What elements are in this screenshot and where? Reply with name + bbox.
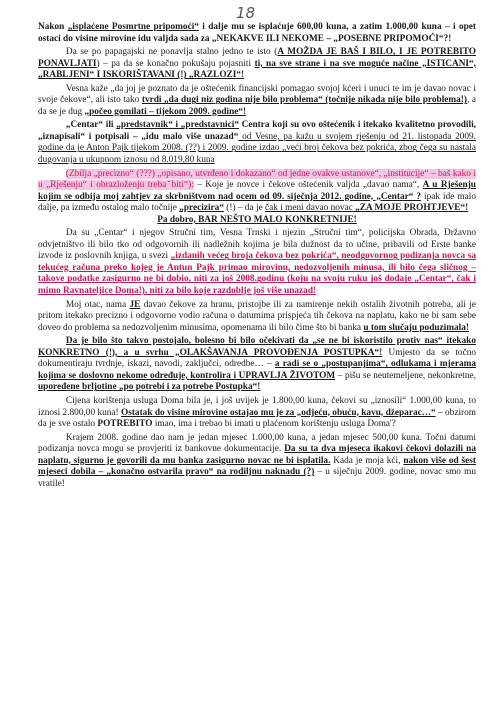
p6-text-1: Pa dobro, BAR NEŠTO MALO KONKRETNIJE!: [157, 214, 357, 225]
paragraph-6: [38, 215, 476, 227]
p9-text-4: – pišu se neutemeljene, nekonkretne,: [335, 370, 476, 381]
p7-text-1: Da su „Centar“ i njegov Stručni tim, Vesna Trnski i njezin „Stručni tim“, policijska Obrada, Državno odvjetništvo ili bilo tko od odgovornih ili nadležnih kojima je bila dužnost da to učine, pribavili od Erste banke izvode iz poslovnih knjiga, u svezi: [38, 228, 476, 262]
p9-text-5: upoređene brljotine „po potrebi i za potrebe Postupka“!: [38, 382, 261, 393]
p4-text-3: Centra koji su ovo oštećenik i itekako kvalitetno provodili, „iznapisali“ i potpisali – „idu malo više unazad“: [38, 120, 476, 142]
p2-text-1: Da se po papagajski ne ponavlja stalno jedno te isto (: [65, 47, 278, 58]
p10-text-3: – obzirom da je sve ostalo: [38, 407, 477, 430]
paragraph-1: [38, 22, 476, 45]
p1-text-2: „isplaćene Posmrtne pripomoći“: [67, 22, 199, 32]
paragraph-5: [38, 169, 476, 215]
p4-text-2: „predstavnik“ i „predstavnici“: [116, 120, 239, 131]
p10-text-2: Ostatak do visine mirovine ostajao mu je za „odjeću, obuću, kavu, džeparac…“: [120, 407, 436, 418]
p10-text-1: Cijena korištenja usluga Doma bila je, i još uvijek je 1.800,00 kuna, čekovi su „iznosili“ 1.000,00 kuna, to iznosi 2.800,00 kuna!: [38, 395, 476, 418]
p3-text-4: „počeo gomilati – tijekom 2009. godine“!: [84, 106, 247, 117]
p5-text-2: – Koje je novce i čekove oštećenik valjda „davao nama“,: [193, 180, 423, 191]
p5-text-6: (!) – da je: [223, 203, 266, 214]
p2-text-4: ti, na sve strane i na sve moguće načine „ISTICANI“, „RABLJENI“ I ISKORIŠTAVANI (!) „RAZLOZI“!: [38, 58, 477, 81]
p1-text-1: Nakon: [38, 22, 68, 32]
p3-text-2: tvrdi „da dugi niz godina nije bilo problema“ (točnije nikada nije bilo problema!): [141, 95, 467, 106]
p11-text-5: – u siječnju 2009. godine, novac smo mu vratile!: [38, 467, 476, 489]
p8-text-4: u tom slučaju poduzimala!: [363, 322, 469, 333]
p9-text-1: Da je bilo što takvo postojalo, bolesno bi bilo očekivati da „se ne bi iskoristilo protiv nas“ itekako KONKRETNO (!), a u svrhu „OLAKŠAVANJA PROVOĐENJA POSTUPKA“!: [38, 336, 476, 358]
p11-text-3: Kada je moja kći,: [330, 455, 404, 466]
p5-text-4: ipak ide malo dalje, pa između ostalog malo točnije: [38, 191, 476, 214]
paragraph-2: [38, 47, 476, 82]
p5-text-5: „precizira“: [179, 203, 224, 214]
p9-text-3: a radi se o „postupanjima“, odlukama i mjerama kojima se doslovno nekome određuje, kontrolira i UPRAVLJA ŽIVOTOM: [38, 359, 476, 381]
p10-text-5: imao, ima i trebao bi imati u plaćenom korištenju usluga Doma'?: [152, 419, 396, 430]
p10-text-4: POTREBITO: [97, 419, 153, 430]
paragraph-7: [38, 228, 476, 297]
p11-text-1: Krajem 2008. godine dao nam je jedan mjesec 1.000,00 kuna, a jedan mjesec 500,00 kuna. Točni datumi podizanja novca mogu se provjeriti iz bankovne dokumentacije.: [38, 432, 476, 455]
p8-text-3: davao čekove za hranu, pristojbe ili za namirenje nekih ostalih životnih potreba, ali je pritom itekako precizno i odgovorno vodio računa o datumima prispjeća tih čekova na naplatu, kako ne bi sam sebe doveo do problema sa nedozvoljenim minusima, opomenama ili bilo čime što bi banka: [38, 299, 476, 333]
page-number: 18: [236, 4, 256, 22]
paragraph-9: [38, 336, 476, 394]
p4-text-1: „Centar“ ili: [65, 120, 117, 131]
p8-text-2: JE: [129, 299, 141, 310]
p7-text-2: „izdanih većeg broja čekova bez pokrića“, neodgovornog podizanja novca sa tekućeg računa preko kojeg je Antun Pajk primao mirovinu, nedozvoljenih minusa, ili bilo čega sličnog – takove podatke zasigurno ne bi dobio, niti za još 2008.godinu (koju na svoju ruku još dodaje „Centar“, čak i mimo Ravnateljice Doma!), niti za bilo koje razdoblje još više unazad!: [38, 251, 476, 297]
p5-text-8: „ZA MOJE PROHTJEVE“!: [352, 203, 469, 214]
paragraph-10: [38, 396, 476, 431]
p4-text-4: od Vesne, pa kažu u svojem rješenju od 21. listopada 2009. godine da je Anton Pajk tijekom 2008. (??) i 2009. godine izdao „veći broj čekova bez pokrića, zbog čega su nastala dugovanja u ukupnom iznosu od 8.019,80 kuna: [38, 131, 476, 166]
paragraph-3: [38, 84, 476, 119]
paragraph-4: [38, 120, 476, 166]
p11-text-2: Da su ta dva mjeseca ikakovi čekovi dolazili na naplatu, sigurno je govorili da mu banka zasigurno novac ne bi isplatila.: [38, 444, 476, 466]
p2-text-2: A MOŽDA JE BAŠ I BILO, I JE POTREBITO PONAVLJATI: [38, 47, 476, 69]
p3-text-3: , a da se je dug: [38, 95, 476, 117]
p5-text-7: čak i meni davao novac: [265, 203, 353, 214]
p5-text-3: A u Rješenju kojim se odbija moj zahtjev za skrbništvom nad ocem od 09. siječnja 2012. godine, „Centar“ ?: [38, 180, 476, 202]
p9-text-2: Umjesto da se točno dokumentiraju tvrdnje, iskazi, navodi, zaključci, odredbe… –: [38, 347, 476, 370]
paragraph-8: [38, 300, 476, 335]
p5-text-1: (Zbilja „precizno“ (???) „opisano, utvrđeno i dokazano“ od jedne ovakve ustanove“, „institucije“ – baš kako i u „Rješenju“ i obrazloženju trebaˇbiti“):: [38, 168, 476, 191]
p2-text-3: ) – pa da se konačno pokušaju pojasniti: [96, 58, 255, 69]
p1-text-3: i dalje mu se isplaćuje 600,00 kuna, a zatim 1.000,00 kuna – i opet ostaci do visine mirovine idu valjda sada za „NEKAKVE ILI NEKOME – „POSEBNE PRIPOMOĆI“?!: [38, 22, 476, 44]
p11-text-4: nakon više od šest mjeseci dobila – „konačno ostvarila pravo“ na rodiljnu naknadu (?): [38, 455, 477, 478]
document-body: [38, 22, 476, 490]
p8-text-1: Moj otac, nama: [65, 299, 130, 310]
p3-text-1: Vesna kaže „da joj je poznato da je oštećenik financijski pomagao svojoj kćeri i unuci te im je davao novac i svoje čekove“, ali isto tako: [38, 83, 476, 106]
paragraph-11: [38, 433, 476, 491]
